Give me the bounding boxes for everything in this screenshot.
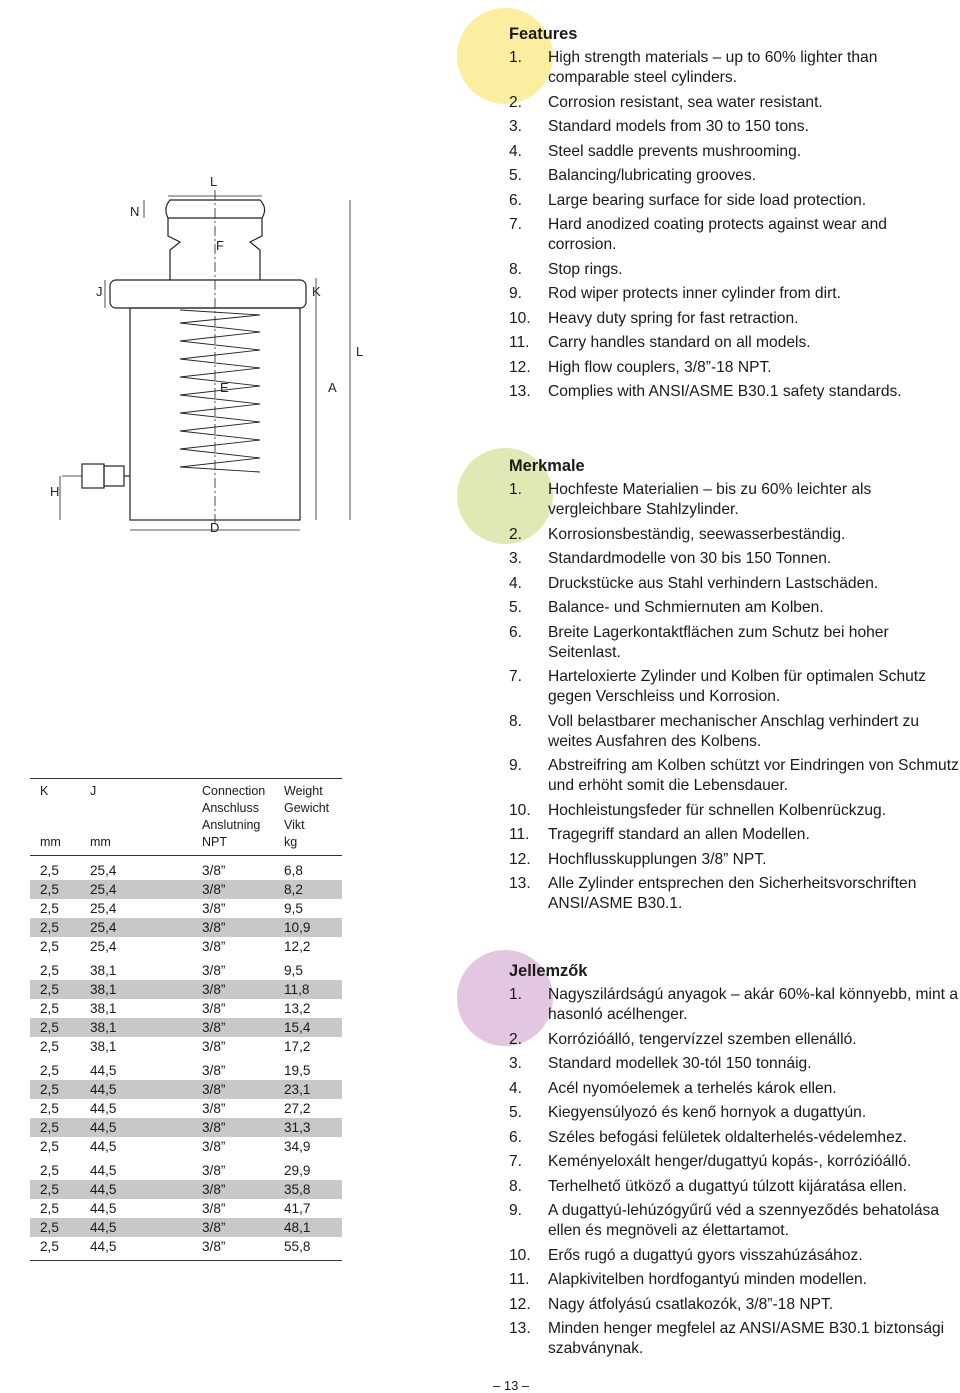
table-cell: 2,5 xyxy=(40,1020,59,1035)
feature-item xyxy=(509,874,959,914)
table-cell: 2,5 xyxy=(40,1120,59,1135)
table-body xyxy=(30,861,342,1256)
table-cell: 3/8” xyxy=(202,1039,226,1054)
feature-text: Rod wiper protects inner cylinder from dirt. xyxy=(548,285,841,302)
dim-label-H: H xyxy=(50,484,60,499)
feature-item xyxy=(509,1201,959,1241)
feature-number: 3. xyxy=(509,118,523,135)
table-cell: 3/8” xyxy=(202,920,226,935)
table-row-group xyxy=(30,1161,342,1256)
dim-label-L1: L xyxy=(356,344,364,359)
feature-number: 12. xyxy=(509,358,531,376)
feature-item xyxy=(509,93,959,113)
feature-number: 11. xyxy=(509,334,530,351)
table-cell: 2,5 xyxy=(40,963,59,978)
feature-number: 2. xyxy=(509,1030,523,1048)
feature-item xyxy=(509,260,959,280)
feature-text: Erős rugó a dugattyú gyors visszahúzásához. xyxy=(548,1246,863,1264)
features-hu-title: Jellemzők xyxy=(509,962,588,980)
feature-number: 8. xyxy=(509,260,523,278)
table-row xyxy=(30,1137,342,1156)
table-cell: 6,8 xyxy=(284,863,303,878)
table-cell: 2,5 xyxy=(40,1239,59,1254)
feature-number: 10. xyxy=(509,309,531,327)
feature-item xyxy=(509,284,959,304)
table-header xyxy=(30,778,342,856)
table-cell: 29,9 xyxy=(284,1163,311,1178)
table-cell: 38,1 xyxy=(90,982,117,997)
table-cell: 2,5 xyxy=(40,882,59,897)
feature-text: Alle Zylinder entsprechen den Sicherheitsvorschriften ANSI/ASME B30.1. xyxy=(548,875,917,912)
table-cell: 2,5 xyxy=(40,1101,59,1116)
table-cell: 9,5 xyxy=(284,901,303,916)
col-k-header: K xyxy=(40,784,49,798)
feature-item xyxy=(509,191,959,211)
table-cell: 41,7 xyxy=(284,1201,311,1216)
feature-item xyxy=(509,1177,959,1197)
table-cell: 38,1 xyxy=(90,1001,117,1016)
table-cell: 3/8” xyxy=(202,1182,226,1197)
feature-item xyxy=(509,333,959,353)
table-row xyxy=(30,1161,342,1180)
feature-item xyxy=(509,117,959,137)
table-cell: 48,1 xyxy=(284,1220,311,1235)
feature-text: Steel saddle prevents mushrooming. xyxy=(548,142,802,160)
feature-text: Balance- und Schmiernuten am Kolben. xyxy=(548,599,824,616)
table-cell: 2,5 xyxy=(40,1063,59,1078)
col-j-header: J xyxy=(90,784,97,798)
table-bottom-rule xyxy=(30,1260,342,1261)
table-row xyxy=(30,1061,342,1080)
table-cell: 3/8” xyxy=(202,882,226,897)
table-cell: 2,5 xyxy=(40,863,59,878)
feature-text: Keményeloxált henger/dugattyú kopás-, korrózióálló. xyxy=(548,1153,912,1170)
table-row xyxy=(30,1018,342,1037)
feature-item xyxy=(509,801,959,821)
table-cell: 17,2 xyxy=(284,1039,311,1054)
table-row-group xyxy=(30,1061,342,1156)
col-weight-header-en: Weight xyxy=(284,784,323,798)
table-cell: 3/8” xyxy=(202,1001,226,1016)
coupler xyxy=(82,464,104,488)
features-de-section xyxy=(509,456,959,919)
table-cell: 3/8” xyxy=(202,1139,226,1154)
table-row xyxy=(30,999,342,1018)
dim-label-D: D xyxy=(210,520,220,535)
feature-number: 3. xyxy=(509,1055,523,1072)
feature-item xyxy=(509,1152,959,1172)
table-cell: 3/8” xyxy=(202,1239,226,1254)
table-row xyxy=(30,880,342,899)
dim-label-J: J xyxy=(96,284,103,299)
feature-text: Complies with ANSI/ASME B30.1 safety standards. xyxy=(548,383,902,400)
table-cell: 44,5 xyxy=(90,1182,117,1197)
table-cell: 3/8” xyxy=(202,1163,226,1178)
features-hu-list xyxy=(509,985,959,1359)
features-hu-section xyxy=(509,961,959,1364)
features-en-list xyxy=(509,48,959,402)
feature-item xyxy=(509,756,959,796)
feature-text: Hochflusskupplungen 3/8” NPT. xyxy=(548,850,767,868)
feature-item xyxy=(509,166,959,186)
feature-number: 10. xyxy=(509,801,531,819)
feature-item xyxy=(509,1295,959,1315)
feature-item xyxy=(509,142,959,162)
feature-text: Korrózióálló, tengervízzel szemben ellenálló. xyxy=(548,1030,857,1048)
feature-item xyxy=(509,1079,959,1099)
col-k-unit: mm xyxy=(40,835,61,849)
table-cell: 3/8” xyxy=(202,1020,226,1035)
table-cell: 19,5 xyxy=(284,1063,311,1078)
col-weight-header-sv: Vikt xyxy=(284,818,305,832)
feature-text: Abstreifring am Kolben schützt vor Eindringen von Schmutz und erhöht somit die Lebensdauer. xyxy=(548,757,959,794)
table-cell: 2,5 xyxy=(40,1201,59,1216)
feature-text: Nagy átfolyású csatlakozók, 3/8”-18 NPT. xyxy=(548,1295,834,1313)
feature-item xyxy=(509,985,959,1025)
feature-item xyxy=(509,712,959,752)
table-cell: 12,2 xyxy=(284,939,311,954)
table-cell: 25,4 xyxy=(90,882,117,897)
features-de-list xyxy=(509,480,959,914)
feature-item xyxy=(509,358,959,378)
feature-item xyxy=(509,1054,959,1074)
feature-text: High flow couplers, 3/8”-18 NPT. xyxy=(548,358,772,376)
table-cell: 2,5 xyxy=(40,1039,59,1054)
table-cell: 25,4 xyxy=(90,901,117,916)
col-conn-unit: NPT xyxy=(202,835,227,849)
table-cell: 3/8” xyxy=(202,863,226,878)
table-cell: 2,5 xyxy=(40,920,59,935)
table-cell: 15,4 xyxy=(284,1020,311,1035)
table-cell: 2,5 xyxy=(40,982,59,997)
table-row xyxy=(30,980,342,999)
feature-item xyxy=(509,382,959,402)
table-cell: 44,5 xyxy=(90,1163,117,1178)
feature-number: 13. xyxy=(509,383,531,400)
table-row-group xyxy=(30,861,342,956)
feature-number: 4. xyxy=(509,574,523,592)
table-row xyxy=(30,1218,342,1237)
table-cell: 3/8” xyxy=(202,1101,226,1116)
table-cell: 9,5 xyxy=(284,963,303,978)
table-row xyxy=(30,918,342,937)
table-row xyxy=(30,1180,342,1199)
feature-text: Alapkivitelben hordfogantyú minden modellen. xyxy=(548,1271,868,1288)
feature-number: 7. xyxy=(509,1153,523,1170)
table-cell: 27,2 xyxy=(284,1101,311,1116)
col-conn-header-de: Anschluss xyxy=(202,801,259,815)
feature-text: Korrosionsbeständig, seewasserbeständig. xyxy=(548,525,846,543)
feature-number: 5. xyxy=(509,167,523,184)
table-cell: 3/8” xyxy=(202,982,226,997)
feature-number: 11. xyxy=(509,1271,530,1288)
feature-item xyxy=(509,1103,959,1123)
table-cell: 3/8” xyxy=(202,939,226,954)
table-cell: 2,5 xyxy=(40,1082,59,1097)
feature-number: 12. xyxy=(509,1295,531,1313)
table-row xyxy=(30,1237,342,1256)
table-cell: 44,5 xyxy=(90,1239,117,1254)
table-cell: 44,5 xyxy=(90,1101,117,1116)
table-cell: 38,1 xyxy=(90,963,117,978)
table-cell: 44,5 xyxy=(90,1201,117,1216)
table-cell: 3/8” xyxy=(202,1120,226,1135)
feature-text: Voll belastbarer mechanischer Anschlag verhindert zu weites Ausfahren des Kolbens. xyxy=(548,712,919,750)
feature-number: 4. xyxy=(509,142,523,160)
feature-number: 10. xyxy=(509,1246,531,1264)
feature-text: Large bearing surface for side load protection. xyxy=(548,191,867,209)
feature-number: 7. xyxy=(509,216,523,233)
table-cell: 2,5 xyxy=(40,1182,59,1197)
table-row xyxy=(30,861,342,880)
table-cell: 34,9 xyxy=(284,1139,311,1154)
table-cell: 3/8” xyxy=(202,1063,226,1078)
feature-item xyxy=(509,574,959,594)
feature-item xyxy=(509,309,959,329)
feature-text: Minden henger megfelel az ANSI/ASME B30.1 biztonsági szabványnak. xyxy=(548,1320,945,1357)
feature-number: 3. xyxy=(509,550,523,567)
feature-number: 2. xyxy=(509,93,523,111)
table-cell: 13,2 xyxy=(284,1001,311,1016)
features-en-section xyxy=(509,24,959,407)
feature-number: 7. xyxy=(509,668,523,685)
feature-item xyxy=(509,825,959,845)
feature-number: 13. xyxy=(509,1320,531,1337)
page-number: – 13 – xyxy=(493,1378,530,1393)
feature-text: Standard modellek 30-tól 150 tonnáig. xyxy=(548,1055,812,1072)
feature-text: Druckstücke aus Stahl verhindern Lastschäden. xyxy=(548,574,879,592)
feature-text: Széles befogási felületek oldalterhelés-védelemhez. xyxy=(548,1128,907,1146)
feature-item xyxy=(509,1128,959,1148)
feature-number: 11. xyxy=(509,826,530,843)
feature-item xyxy=(509,549,959,569)
table-cell: 25,4 xyxy=(90,939,117,954)
feature-number: 2. xyxy=(509,525,523,543)
table-row xyxy=(30,961,342,980)
feature-text: Stop rings. xyxy=(548,260,623,278)
feature-text: Corrosion resistant, sea water resistant. xyxy=(548,93,823,111)
dim-label-F: F xyxy=(216,238,224,253)
dim-label-A: A xyxy=(328,380,337,395)
feature-text: Heavy duty spring for fast retraction. xyxy=(548,309,799,327)
cylinder-drawing xyxy=(20,160,440,720)
feature-number: 13. xyxy=(509,875,531,892)
features-en-title: Features xyxy=(509,25,578,43)
feature-item xyxy=(509,480,959,520)
feature-text: Breite Lagerkontaktflächen zum Schutz bei hoher Seitenlast. xyxy=(548,623,889,661)
feature-text: Standardmodelle von 30 bis 150 Tonnen. xyxy=(548,550,832,567)
col-weight-header-de: Gewicht xyxy=(284,801,330,815)
table-cell: 2,5 xyxy=(40,1220,59,1235)
feature-item xyxy=(509,1270,959,1290)
feature-text: Nagyszilárdságú anyagok – akár 60%-kal könnyebb, mint a hasonló acélhenger. xyxy=(548,986,958,1023)
table-cell: 25,4 xyxy=(90,863,117,878)
table-row xyxy=(30,1037,342,1056)
collar xyxy=(110,280,306,308)
feature-item xyxy=(509,667,959,707)
table-row xyxy=(30,1080,342,1099)
feature-item xyxy=(509,623,959,663)
feature-item xyxy=(509,850,959,870)
feature-number: 1. xyxy=(509,986,523,1003)
table-cell: 3/8” xyxy=(202,901,226,916)
feature-number: 9. xyxy=(509,1202,523,1219)
table-cell: 44,5 xyxy=(90,1120,117,1135)
feature-text: Hochfeste Materialien – bis zu 60% leichter als vergleichbare Stahlzylinder. xyxy=(548,481,872,518)
feature-text: Tragegriff standard an allen Modellen. xyxy=(548,826,810,843)
feature-item xyxy=(509,598,959,618)
feature-text: Harteloxierte Zylinder und Kolben für optimalen Schutz gegen Verschleiss und Korrosion. xyxy=(548,668,926,705)
features-de-title: Merkmale xyxy=(509,457,585,475)
col-conn-header-en: Connection xyxy=(202,784,266,798)
table-row-group xyxy=(30,961,342,1056)
dim-label-N: N xyxy=(130,204,140,219)
table-cell: 35,8 xyxy=(284,1182,311,1197)
feature-item xyxy=(509,1319,959,1359)
table-cell: 2,5 xyxy=(40,939,59,954)
table-row xyxy=(30,937,342,956)
table-cell: 38,1 xyxy=(90,1039,117,1054)
feature-text: Standard models from 30 to 150 tons. xyxy=(548,118,809,135)
table-row xyxy=(30,1118,342,1137)
table-cell: 44,5 xyxy=(90,1063,117,1078)
feature-text: High strength materials – up to 60% lighter than comparable steel cylinders. xyxy=(548,49,878,86)
table-cell: 44,5 xyxy=(90,1139,117,1154)
feature-item xyxy=(509,48,959,88)
feature-text: Balancing/lubricating grooves. xyxy=(548,167,757,184)
spec-table xyxy=(30,778,342,1261)
table-cell: 25,4 xyxy=(90,920,117,935)
feature-text: Carry handles standard on all models. xyxy=(548,334,811,351)
feature-number: 4. xyxy=(509,1079,523,1097)
table-cell: 8,2 xyxy=(284,882,303,897)
feature-number: 9. xyxy=(509,285,523,302)
feature-text: Hard anodized coating protects against wear and corrosion. xyxy=(548,216,887,253)
feature-item xyxy=(509,525,959,545)
table-cell: 3/8” xyxy=(202,1082,226,1097)
feature-text: A dugattyú-lehúzógyűrű véd a szennyeződés behatolása ellen és megnöveli az élettartamot. xyxy=(548,1202,939,1239)
feature-number: 12. xyxy=(509,850,531,868)
feature-text: Hochleistungsfeder für schnellen Kolbenrückzug. xyxy=(548,801,887,819)
table-row xyxy=(30,1099,342,1118)
col-conn-header-sv: Anslutning xyxy=(202,818,261,832)
table-cell: 38,1 xyxy=(90,1020,117,1035)
feature-number: 8. xyxy=(509,1177,523,1195)
feature-number: 9. xyxy=(509,757,523,774)
dim-label-K: K xyxy=(312,284,321,299)
table-cell: 31,3 xyxy=(284,1120,311,1135)
feature-text: Acél nyomóelemek a terhelés károk ellen. xyxy=(548,1079,837,1097)
feature-text: Terhelhető ütköző a dugattyú túlzott kijáratása ellen. xyxy=(548,1177,907,1195)
feature-number: 5. xyxy=(509,599,523,616)
table-cell: 3/8” xyxy=(202,963,226,978)
feature-number: 1. xyxy=(509,49,523,66)
table-row xyxy=(30,899,342,918)
feature-item xyxy=(509,215,959,255)
table-cell: 10,9 xyxy=(284,920,311,935)
table-cell: 23,1 xyxy=(284,1082,311,1097)
feature-number: 8. xyxy=(509,712,523,730)
table-cell: 3/8” xyxy=(202,1201,226,1216)
feature-number: 6. xyxy=(509,1128,523,1146)
dim-label-L: L xyxy=(210,174,218,189)
table-cell: 2,5 xyxy=(40,1163,59,1178)
table-cell: 2,5 xyxy=(40,1139,59,1154)
table-cell: 44,5 xyxy=(90,1082,117,1097)
feature-text: Kiegyensúlyozó és kenő hornyok a dugattyún. xyxy=(548,1104,867,1121)
feature-number: 6. xyxy=(509,191,523,209)
feature-item xyxy=(509,1030,959,1050)
table-cell: 2,5 xyxy=(40,901,59,916)
table-cell: 11,8 xyxy=(284,982,310,997)
table-cell: 44,5 xyxy=(90,1220,117,1235)
table-row xyxy=(30,1199,342,1218)
table-cell: 2,5 xyxy=(40,1001,59,1016)
table-cell: 55,8 xyxy=(284,1239,311,1254)
table-cell: 3/8” xyxy=(202,1220,226,1235)
feature-number: 5. xyxy=(509,1104,523,1121)
feature-number: 1. xyxy=(509,481,523,498)
dim-label-E: E xyxy=(220,380,229,395)
feature-number: 6. xyxy=(509,623,523,641)
col-j-unit: mm xyxy=(90,835,111,849)
feature-item xyxy=(509,1246,959,1266)
col-weight-unit: kg xyxy=(284,835,298,849)
